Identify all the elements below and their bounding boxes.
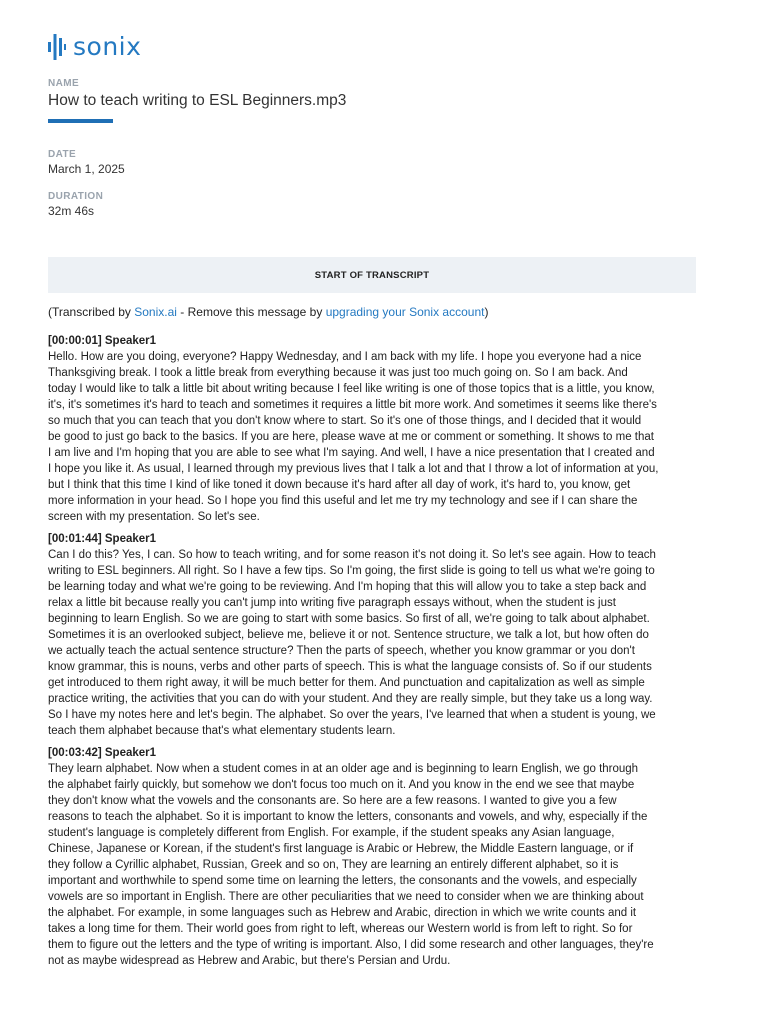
transcript-line: we actually teach the actual sentence structure? Then the parts of speech, whether you know grammar or you don't (48, 645, 635, 657)
notice-middle: - Remove this message by (176, 305, 326, 319)
transcript-line: be good to just go back to the basics. If you are here, please wave at me or comment or something. It shows to me that (48, 431, 654, 443)
transcript-line: takes a long time for them. Their world goes from right to left, whereas our Western world is from left to right. So for (48, 923, 633, 935)
speaker-timestamp-header: [00:00:01] Speaker1 (48, 335, 157, 347)
speaker-timestamp-header: [00:03:42] Speaker1 (48, 747, 157, 759)
speaker-timestamp-header: [00:01:44] Speaker1 (48, 533, 157, 545)
transcript-line: Sometimes it is an overlooked subject, believe me, believe it or not. Sentence structure, we talk a lot, but how often do (48, 629, 649, 641)
transcript-line: Can I do this? Yes, I can. So how to teach writing, and for some reason it's not doing it. So let's see again. How to teach (48, 549, 656, 561)
upgrade-account-link[interactable]: upgrading your Sonix account (325, 305, 485, 319)
speaker-text (48, 349, 700, 525)
transcript-line: I am live and I'm hoping that you are able to see what I'm saying. And well, I have a nice presentation that I created and (48, 447, 655, 459)
transcript-line: beginning to learn English. So we are going to start with some basics. So first of all, we're going to talk about alphabet. (48, 613, 650, 625)
notice-suffix: ) (484, 305, 489, 319)
notice-prefix: (Transcribed by (48, 305, 135, 319)
banner-text: START OF TRANSCRIPT (314, 269, 430, 281)
transcript-line: They learn alphabet. Now when a student comes in at an older age and is beginning to learn English, we go through (48, 763, 639, 775)
transcript-line: they follow a Cyrillic alphabet, Russian, Greek and so on, They are learning an entirely different alphabet, so it is (48, 859, 619, 871)
sound-wave-icon (48, 33, 66, 61)
date-value: March 1, 2025 (48, 162, 125, 176)
date-label: DATE (48, 149, 77, 160)
transcript-line: screen with my presentation. So let's see. (48, 511, 260, 523)
transcript-line: them to figure out the letters and the type of writing is important. Also, I did some research and other languages, they're (48, 939, 654, 951)
transcript-block (48, 745, 700, 969)
sonix-ai-link[interactable]: Sonix.ai (134, 305, 177, 319)
transcript-line: it's, it's sometimes it's hard to teach and sometimes it requires a little bit more work. And sometimes it seems like there's (48, 399, 657, 411)
transcript-line: relax a little bit because really you can't jump into writing five paragraph essays without, when the student is just (48, 597, 616, 609)
transcript-line: Thanksgiving break. I took a little break from everything because it was just too much going on. So I am back. And (48, 367, 628, 379)
transcript-line: the alphabet. For example, in some languages such as Hebrew and Arabic, direction in which we write counts and it (48, 907, 637, 919)
transcript-line: know grammar, this is nouns, verbs and other parts of speech. This is what the language consists of. So if our students (48, 661, 652, 673)
duration-value: 32m 46s (48, 204, 95, 218)
transcript-line: teach them alphabet because that's what elementary students learn. (48, 725, 396, 737)
transcript-line: so much that you can teach that you don't know where to start. So it's one of those things, and I decided that it would (48, 415, 642, 427)
speaker-text (48, 547, 700, 739)
sonix-logo (48, 33, 141, 61)
transcript-line: more information in your head. So I hope you find this useful and let me try my technology and see if I can share the (48, 495, 638, 507)
transcript-line: they don't know what the vowels and the consonants are. So here are a few reasons. I wanted to give you a few (48, 795, 617, 807)
duration-label: DURATION (48, 191, 104, 202)
transcription-notice (48, 305, 488, 319)
transcript-line: student's language is completely different from English. For example, if the student speaks any Asian language, (48, 827, 615, 839)
file-name: How to teach writing to ESL Beginners.mp3 (48, 92, 347, 109)
transcript-line: vowels are so important in English. There are other peculiarities that we need to consider when we are thinking about (48, 891, 644, 903)
transcript-line: reasons to teach the alphabet. So it is important to know the letters, consonants and vowels, and why, especially if the (48, 811, 648, 823)
transcript-line: but I think that this time I kind of like toned it down because it's hard after all day of work, it's hard to, you know, get (48, 479, 631, 491)
logo-text: sonix (73, 32, 142, 61)
transcript-line: I hope you like it. As usual, I learned through my previous lives that I talk a lot and that I throw a lot of information at you, (48, 463, 659, 475)
transcript-block (48, 333, 700, 525)
transcript-body (48, 333, 700, 975)
transcript-line: today I would like to talk a little bit about writing because I feel like writing is one of those topics that is a little, you know, (48, 383, 655, 395)
transcript-line: not as maybe widespread as Hebrew and Arabic, but there's Persian and Urdu. (48, 955, 451, 967)
title-underline (48, 119, 113, 123)
transcript-line: Chinese, Japanese or Korean, if the student's first language is Arabic or Hebrew, the Middle Eastern language, or if (48, 843, 634, 855)
transcript-line: practice writing, the activities that you can do with your student. And they are really simple, but they take us a long way. (48, 693, 653, 705)
speaker-text (48, 761, 700, 969)
transcript-block (48, 531, 700, 739)
transcript-line: get introduced to them right away, it will be much better for them. And punctuation and capitalization as well as simple (48, 677, 645, 689)
name-label: NAME (48, 78, 80, 89)
start-of-transcript-banner (48, 257, 696, 293)
transcript-line: So I have my notes here and let's begin. The alphabet. So over the years, I've learned that when a student is young, we (48, 709, 656, 721)
transcript-line: important and worthwhile to spend some time on learning the letters, the consonants and the vowels, and especially (48, 875, 637, 887)
transcript-line: be learning today and what we're going to be reviewing. And I'm hoping that this will allow you to take a step back and (48, 581, 647, 593)
transcript-line: writing to ESL beginners. All right. So I have a few tips. So I'm going, the first slide is going to tell us what we're going to (48, 565, 655, 577)
transcript-line: the alphabet fairly quickly, but somehow we don't focus too much on it. And you know in the end we see that maybe (48, 779, 635, 791)
transcript-line: Hello. How are you doing, everyone? Happy Wednesday, and I am back with my life. I hope you everyone had a nice (48, 351, 642, 363)
